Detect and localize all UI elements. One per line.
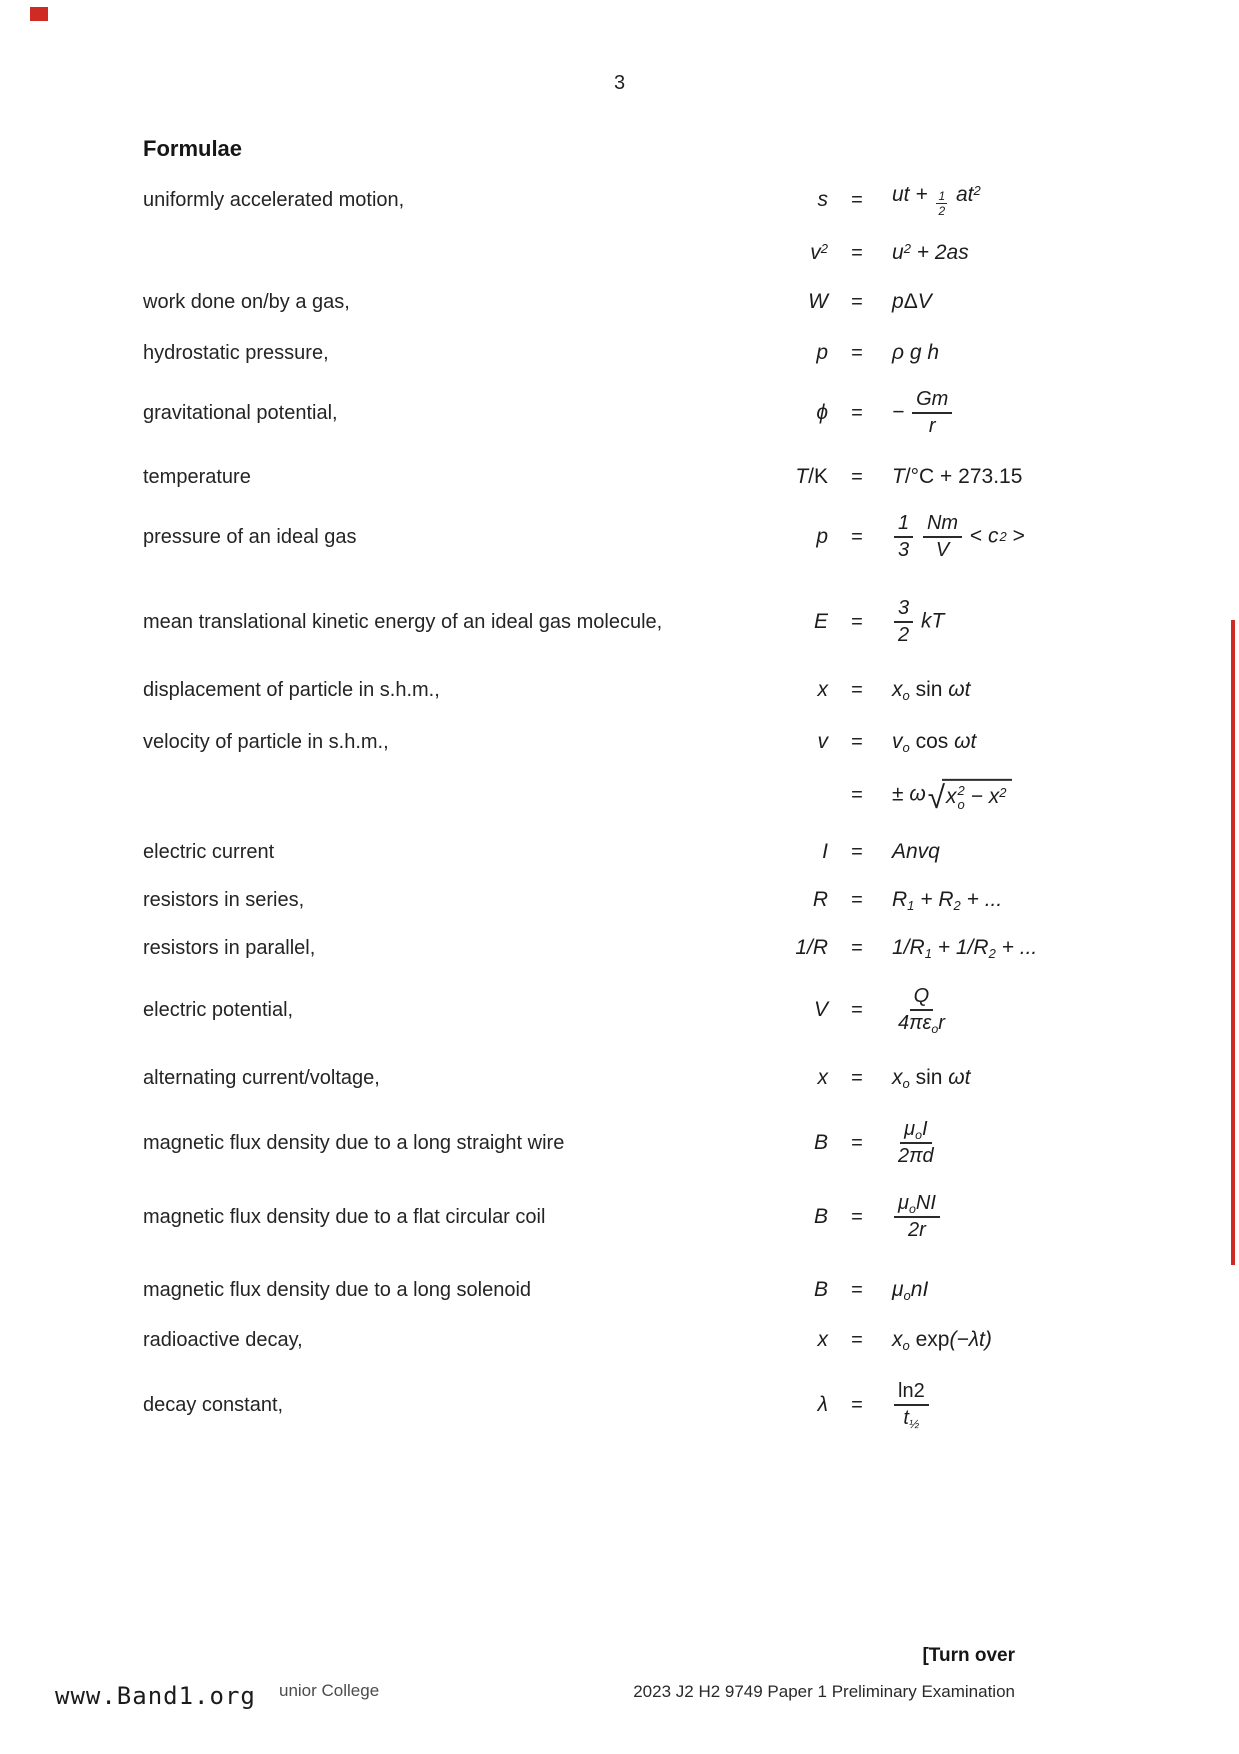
red-scan-line-right-edge	[1231, 620, 1235, 1265]
equals-sign: =	[851, 188, 863, 211]
formula-label: temperature	[143, 465, 251, 488]
formula-symbol: I	[822, 840, 828, 863]
formula-symbol: B	[813, 1131, 828, 1154]
formula-label: radioactive decay,	[143, 1328, 303, 1351]
equals-sign: =	[851, 241, 863, 264]
formula-label: work done on/by a gas,	[143, 290, 350, 313]
formula-row	[143, 1278, 1083, 1302]
formula-label: gravitational potential,	[143, 401, 338, 424]
equals-sign: =	[851, 840, 863, 863]
formula-label: hydrostatic pressure,	[143, 341, 329, 364]
formula-row	[143, 1119, 1083, 1167]
formula-symbol: p	[816, 341, 828, 364]
formula-label: displacement of particle in s.h.m.,	[143, 678, 440, 701]
formula-symbol: p	[816, 525, 828, 548]
formula-label: velocity of particle in s.h.m.,	[143, 730, 389, 753]
formula-label: magnetic flux density due to a long solenoid	[143, 1278, 532, 1301]
formula-symbol: x	[817, 1066, 828, 1089]
formula-row	[143, 678, 1083, 702]
formula-expression: $R_1 + R_2$ + ...	[892, 888, 1003, 913]
formula-row	[143, 513, 1083, 561]
formula-label: decay constant,	[143, 1393, 284, 1416]
formula-row	[143, 778, 1083, 815]
formula-expression: − $\frac{Gm}{r}$	[886, 389, 1083, 437]
formula-symbol: B	[813, 1278, 828, 1301]
formula-expression: $\frac{\ln 2}{t_{\frac{1}{2}}}$	[886, 1381, 1083, 1429]
red-scan-mark-top-left	[30, 7, 48, 21]
formula-symbol: 1/R	[795, 936, 828, 959]
equals-sign: =	[851, 998, 863, 1021]
formula-row	[143, 241, 1083, 265]
formula-expression: $x_o$ exp(−λt)	[892, 1328, 992, 1353]
formula-symbol: v	[817, 730, 828, 753]
equals-sign: =	[851, 1131, 863, 1154]
watermark-url: www.Band1.org	[55, 1682, 256, 1710]
formula-expression: $1/R_1 + 1/R_2$ + ...	[892, 936, 1038, 961]
formula-row	[143, 290, 1083, 314]
formula-row	[143, 1193, 1083, 1241]
equals-sign: =	[851, 888, 863, 911]
formula-row	[143, 1381, 1083, 1429]
equals-sign: =	[851, 610, 863, 633]
equals-sign: =	[851, 1205, 863, 1228]
formula-row	[143, 598, 1083, 646]
formula-expression: $\frac{Q}{4\pi\varepsilon_or}$	[898, 985, 945, 1036]
equals-sign: =	[851, 678, 863, 701]
formula-row	[143, 840, 1083, 864]
equals-sign: =	[851, 730, 863, 753]
formula-expression: $x_o$ sin ωt	[892, 678, 971, 703]
equals-sign: =	[851, 341, 863, 364]
formulae-heading: Formulae	[143, 136, 243, 161]
equals-sign: =	[851, 1328, 863, 1351]
formula-row	[143, 730, 1083, 754]
watermark-college-text: unior College	[279, 1681, 380, 1700]
formula-label: resistors in series,	[143, 888, 305, 911]
exam-footer-line: 2023 J2 H2 9749 Paper 1 Preliminary Examination	[633, 1682, 1015, 1701]
equals-sign: =	[851, 1393, 863, 1416]
formula-row	[143, 183, 1083, 217]
formula-label: magnetic flux density due to a flat circular coil	[143, 1205, 546, 1228]
formula-expression: $u^2 + 2as$	[892, 241, 969, 264]
formula-row	[143, 986, 1083, 1034]
formula-symbol: λ	[817, 1393, 828, 1416]
formula-row	[143, 389, 1083, 437]
formula-expression: $x_o$ sin ωt	[892, 1066, 971, 1091]
formula-symbol: R	[812, 888, 828, 911]
formula-row	[143, 341, 1083, 365]
formula-expression: $\mu_onI$	[892, 1278, 929, 1303]
equals-sign: =	[851, 1278, 863, 1301]
formula-symbol: V	[813, 998, 828, 1021]
formula-label: uniformly accelerated motion,	[143, 188, 405, 211]
page-number: 3	[613, 72, 626, 94]
formula-label: magnetic flux density due to a long straight wire	[143, 1131, 565, 1154]
formula-row	[143, 936, 1083, 960]
formula-expression: Anvq	[892, 840, 940, 863]
formula-label: mean translational kinetic energy of an ideal gas molecule,	[143, 610, 663, 633]
formula-expression: pΔV	[892, 290, 932, 313]
formula-expression: ± ω √ x 2 o − $x^2$	[886, 779, 1083, 811]
formula-expression: $\frac{\mu_oI}{2\pi d}$	[898, 1118, 934, 1167]
equals-sign: =	[851, 936, 863, 959]
formula-label: resistors in parallel,	[143, 936, 316, 959]
formula-symbol: T/K	[795, 465, 828, 488]
equals-sign: =	[851, 525, 863, 548]
formula-symbol: $v^2$	[810, 241, 828, 264]
formula-symbol: x	[817, 1328, 828, 1351]
formula-expression: $\frac{\mu_oNI}{2r}$	[886, 1193, 1083, 1241]
formula-row	[143, 465, 1083, 489]
formula-symbol: x	[817, 678, 828, 701]
equals-sign: =	[851, 1066, 863, 1089]
formula-label: alternating current/voltage,	[143, 1066, 380, 1089]
formula-symbol: W	[808, 290, 828, 313]
formula-label: electric potential,	[143, 998, 294, 1021]
formula-expression: $\frac{1}{3}$ $\frac{Nm}{V}$ < c 2 >	[886, 513, 1083, 561]
formula-row	[143, 1328, 1083, 1352]
formula-label: pressure of an ideal gas	[143, 525, 357, 548]
formula-symbol: E	[813, 610, 828, 633]
formula-symbol: B	[813, 1205, 828, 1228]
equals-sign: =	[851, 465, 863, 488]
formula-symbol: ϕ	[816, 401, 828, 424]
formula-expression: $v_o$ cos ωt	[892, 730, 977, 755]
formula-row	[143, 1066, 1083, 1090]
formula-expression: T/°C + 273.15	[892, 465, 1023, 488]
formula-label: electric current	[143, 840, 275, 863]
formula-expression: $\frac{3}{2}$ kT	[886, 598, 1083, 646]
turn-over-note: [Turn over	[922, 1645, 1015, 1666]
formula-expression: ut + $\frac{1}{2}$ $at^2$	[892, 183, 981, 218]
formula-symbol: s	[817, 188, 828, 211]
equals-sign: =	[851, 290, 863, 313]
formula-expression: ρ g h	[892, 341, 940, 364]
equals-sign: =	[851, 401, 863, 424]
formula-row	[143, 888, 1083, 912]
equals-sign: =	[851, 783, 863, 806]
